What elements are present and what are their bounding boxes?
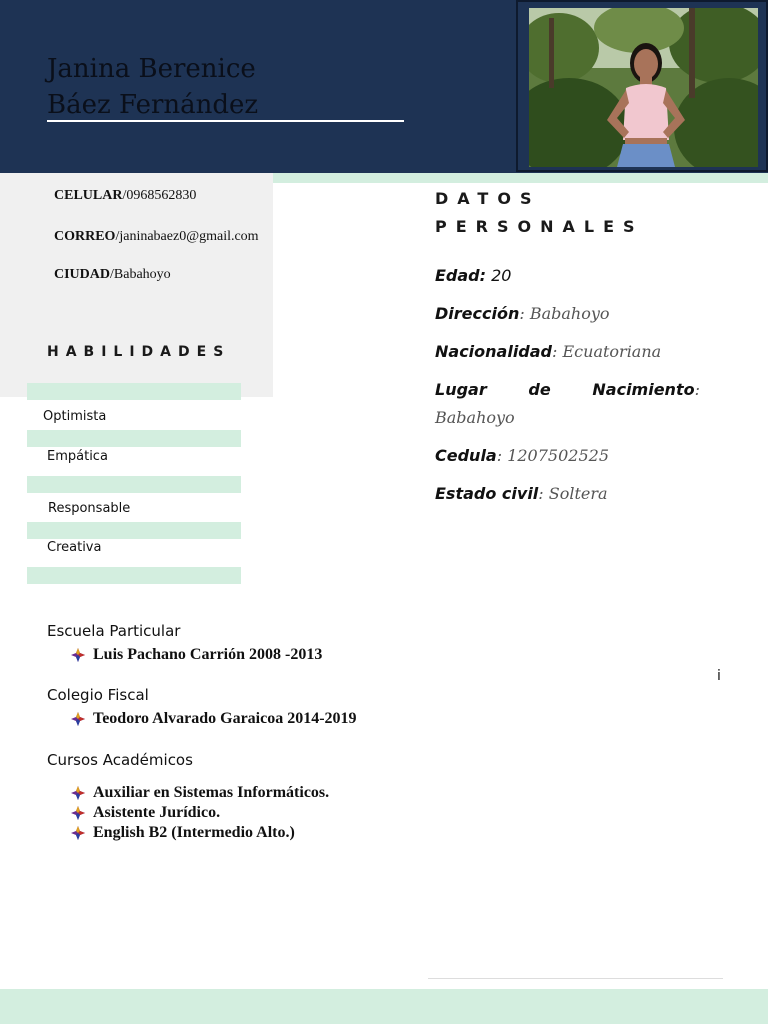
stray-character: i [717,668,721,684]
course-item-text: English B2 (Intermedio Alto.) [93,824,295,841]
field-civil-status [435,484,608,503]
age-value: 20 [486,266,512,285]
field-birthplace [435,380,700,399]
divider-line [428,978,723,979]
skill-item: Creativa [47,540,102,555]
birthplace-colon: : [694,380,700,399]
contact-panel [0,173,273,397]
skill-item: Empática [47,449,108,464]
field-age [435,266,511,285]
birthplace-label-word: Lugar [435,380,487,399]
name-underline [47,120,404,122]
skill-bar [27,383,241,400]
skill-item: Optimista [43,409,107,424]
contact-city [54,267,171,283]
skill-bar [27,522,241,539]
course-item [70,824,295,842]
age-label: Edad: [435,266,487,285]
school-item [70,646,322,664]
skill-item: Responsable [48,501,131,516]
contact-phone [54,188,196,204]
bullet-icon [70,805,86,821]
nationality-label: Nacionalidad [435,342,553,361]
skill-bar [27,476,241,493]
school-heading: Escuela Particular [47,622,181,640]
college-item-text: Teodoro Alvarado Garaicoa 2014-2019 [93,710,357,727]
skill-bar [27,567,241,584]
nationality-value: : Ecuatoriana [552,342,662,361]
course-item-text: Asistente Jurídico. [93,804,221,821]
civil-value: : Soltera [538,484,608,503]
bullet-icon [70,825,86,841]
course-item [70,784,329,802]
name-line-1: Janina Berenice [47,54,256,84]
field-id [435,446,609,465]
college-heading: Colegio Fiscal [47,686,149,704]
birthplace-label-word: Nacimiento [592,380,695,399]
school-item-text: Luis Pachano Carrión 2008 -2013 [93,646,323,663]
personal-title-line-1: DATOS [435,189,541,208]
skill-bar [27,430,241,447]
phone-value: /0968562830 [122,188,197,203]
bullet-icon [70,647,86,663]
accent-strip [273,173,768,183]
field-nationality [435,342,661,361]
bullet-icon [70,711,86,727]
course-item-text: Auxiliar en Sistemas Informáticos. [93,784,330,801]
city-value: /Babahoyo [110,267,171,282]
contact-email [54,229,259,245]
email-label: CORREO [54,229,116,244]
city-label: CIUDAD [54,267,110,282]
birthplace-label-word: de [528,380,551,399]
phone-label: CELULAR [54,188,123,203]
civil-label: Estado civil [435,484,539,503]
personal-title-line-2: PERSONALES [435,217,644,236]
footer-band [0,989,768,1024]
field-birthplace-value [435,408,515,427]
id-value: : 1207502525 [496,446,609,465]
address-label: Dirección [435,304,520,323]
email-value: /janinabaez0@gmail.com [115,229,259,244]
name-line-2: Báez Fernández [47,90,259,120]
field-address [435,304,610,323]
course-item [70,804,220,822]
birthplace-value: Babahoyo [435,408,515,427]
profile-photo [529,8,758,167]
bullet-icon [70,785,86,801]
courses-heading: Cursos Académicos [47,751,193,769]
address-value: : Babahoyo [519,304,610,323]
id-label: Cedula [435,446,497,465]
college-item [70,710,357,728]
skills-title: HABILIDADES [47,344,231,360]
